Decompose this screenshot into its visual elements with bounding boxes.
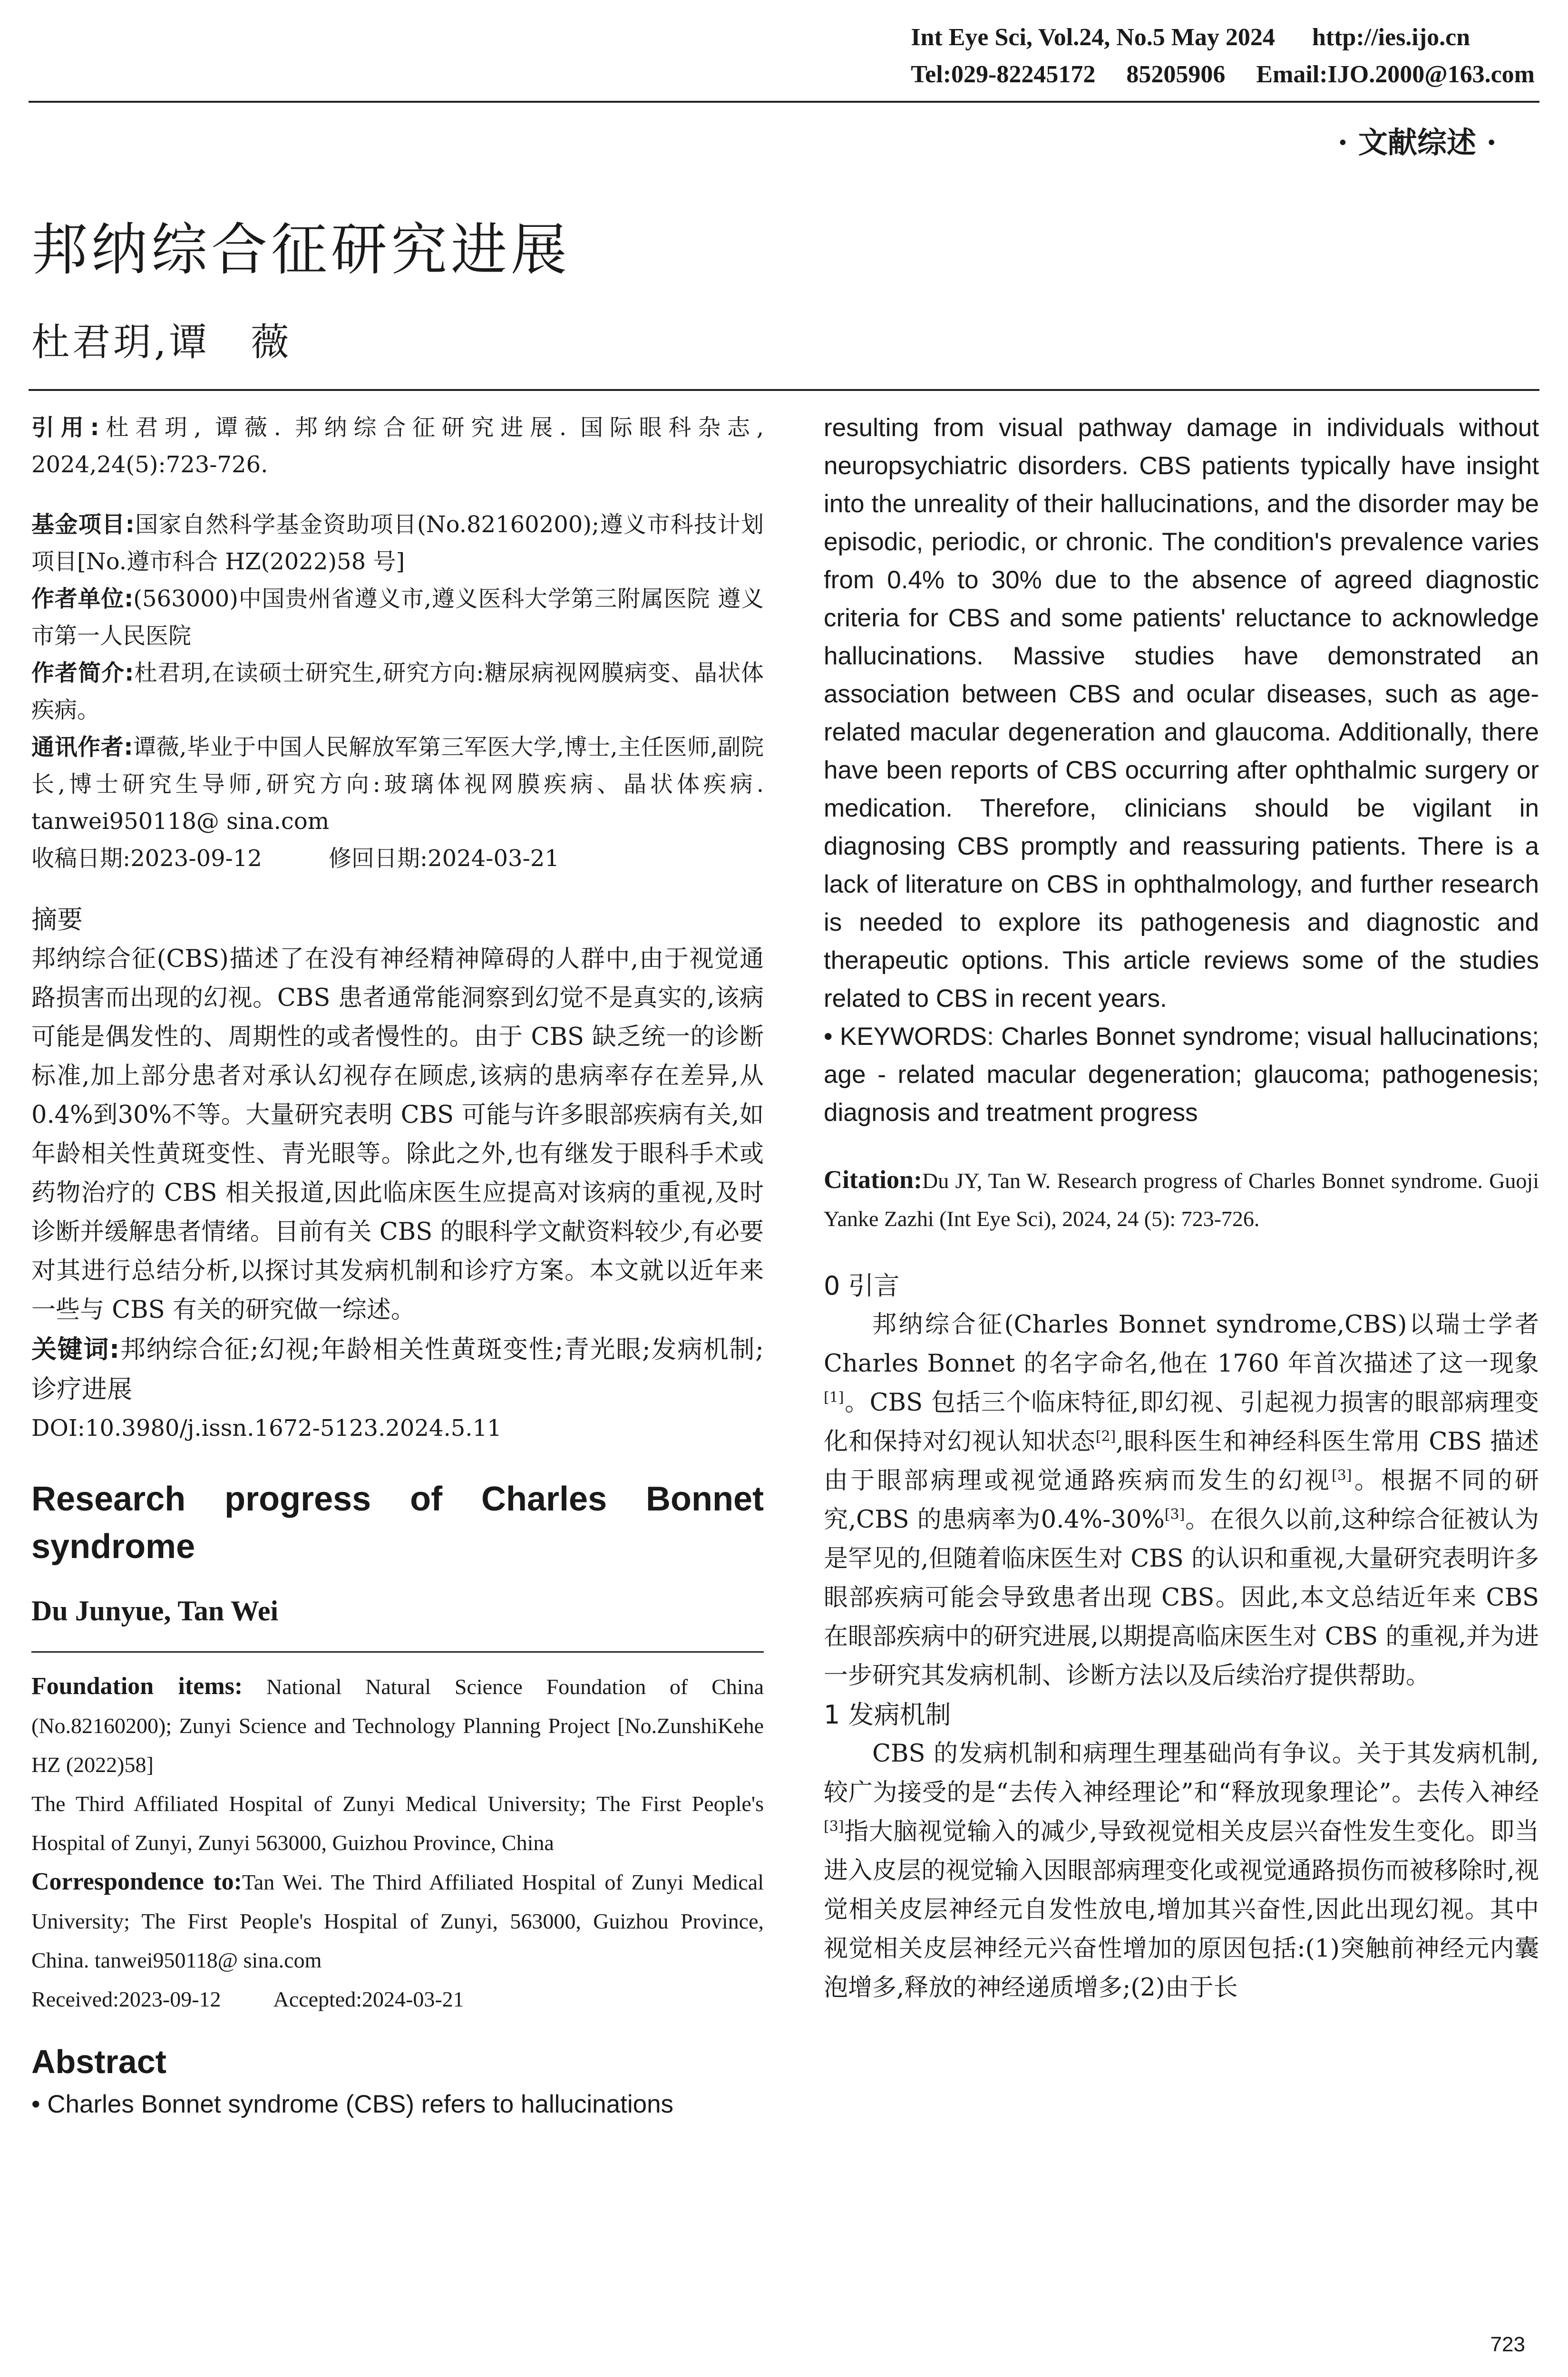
foundation-en-text: National Natural Science Foundation of China (No.82160200); Zunyi Science and Technology Planning Project [No.ZunshiKehe HZ (2022)58] <box>31 1675 764 1777</box>
abstract-cn-heading: 摘要 <box>31 905 83 935</box>
dates-cn <box>31 840 764 877</box>
section-1-paragraph <box>824 1734 1539 2007</box>
abstract-en-heading: Abstract <box>31 2043 166 2080</box>
english-divider <box>31 1651 764 1653</box>
sec0-text-c: ,眼科医生和神经科医生常用 CBS 描述由于眼部病理或视觉通路疾病而发生的幻视 <box>824 1428 1539 1495</box>
ref-2[interactable]: [2] <box>1095 1428 1116 1445</box>
journal-email: Email:IJO.2000@163.com <box>1256 61 1535 88</box>
header-divider <box>29 101 1539 103</box>
affiliation-en: The Third Affiliated Hospital of Zunyi Medical University; The First People's Hospital of Zunyi, Zunyi 563000, Guizhou Province, China <box>31 1792 764 1855</box>
correspondence-en-text: Tan Wei. The Third Affiliated Hospital of Zunyi Medical University; The First People's Hospital of Zunyi, 563000, Guizhou Province, China. tanwei950118@ sina.com <box>31 1870 764 1972</box>
english-title: Research progress of Charles Bonnet syndrome <box>31 1480 764 1566</box>
ref-3[interactable]: [3] <box>1332 1467 1352 1484</box>
ref-1[interactable]: [1] <box>824 1389 844 1406</box>
corr-label: 通讯作者: <box>31 734 133 760</box>
bio-label: 作者简介: <box>31 660 134 686</box>
received-en: Received:2023-09-12 <box>31 1987 221 2011</box>
accepted-en: Accepted:2024-03-21 <box>273 1987 464 2011</box>
unit-text: (563000)中国贵州省遵义市,遵义医科大学第三附属医院 遵义市第一人民医院 <box>31 585 764 649</box>
page-title: 邦纳综合征研究进展 <box>31 217 571 283</box>
sec0-text-a: 邦纳综合征(Charles Bonnet syndrome,CBS)以瑞士学者 Charles Bonnet 的名字命名,他在 1760 年首次描述了这一现象 <box>824 1311 1539 1378</box>
section-tag: · 文献综述 · <box>1337 125 1497 160</box>
sec0-text-e: 。在很久以前,这种综合征被认为是罕见的,但随着临床医生对 CBS 的认识和重视,大量研究表明许多眼部疾病可能会导致患者出现 CBS。因此,本文总结近年来 CBS 在眼部疾病中的研究进展,以期提高临床医生对 CBS 的重视,并为进一步研究其发病机制、诊断方法以及后续治疗提供帮助。 <box>824 1506 1539 1690</box>
fund-info <box>31 506 764 580</box>
fund-label: 基金项目: <box>31 511 135 538</box>
bio-info <box>31 654 764 729</box>
received-label: 收稿日期: <box>31 845 131 872</box>
citation-en-label: Citation: <box>824 1165 922 1194</box>
corr-text: 谭薇,毕业于中国人民解放军第三军医大学,博士,主任医师,副院长,博士研究生导师,研究方向:玻璃体视网膜疾病、晶状体疾病. tanwei950118@ sina.com <box>31 734 764 835</box>
fund-text: 国家自然科学基金资助项目(No.82160200);遵义市科技计划项目[No.遵市科合 HZ(2022)58 号] <box>31 511 764 575</box>
abstract-en-start: • Charles Bonnet syndrome (CBS) refers to hallucinations <box>31 2090 674 2118</box>
correspondence-en-label: Correspondence to: <box>31 1868 242 1895</box>
correspondence-en <box>31 1862 764 1980</box>
keywords-cn <box>31 1330 764 1410</box>
dates-en <box>31 1980 764 2019</box>
revised-date: 2024-03-21 <box>428 845 559 872</box>
title-divider <box>29 389 1539 391</box>
keywords-en: • KEYWORDS: Charles Bonnet syndrome; visual hallucinations; age - related macular degeneration; glaucoma; pathogenesis; diagnosis and treatment progress <box>824 1023 1539 1127</box>
revised-label: 修回日期: <box>328 845 428 872</box>
journal-header <box>911 19 1535 93</box>
ref-3[interactable]: [3] <box>824 1818 844 1835</box>
page-number: 723 <box>1490 2333 1525 2356</box>
unit-label: 作者单位: <box>31 585 134 612</box>
corr-info <box>31 729 764 840</box>
received-date: 2023-09-12 <box>130 845 262 872</box>
citation-cn-text: 杜君玥, 谭薇. 邦纳综合征研究进展. 国际眼科杂志, 2024,24(5):723-726. <box>31 414 764 478</box>
unit-info <box>31 580 764 654</box>
keywords-cn-text: 邦纳综合征;幻视;年龄相关性黄斑变性;青光眼;发病机制;诊疗进展 <box>31 1335 764 1404</box>
section-1-heading: 1 发病机制 <box>824 1700 951 1730</box>
bio-text: 杜君玥,在读硕士研究生,研究方向:糖尿病视网膜病变、晶状体疾病。 <box>31 660 764 723</box>
sec0-text-d: 。根据不同的研究,CBS 的患病率为0.4%-30% <box>824 1467 1539 1534</box>
foundation-en-label: Foundation items: <box>31 1673 243 1700</box>
keywords-cn-label: 关键词: <box>31 1335 120 1364</box>
sec1-text-b: 指大脑视觉输入的减少,导致视觉相关皮层兴奋性发生变化。即当进入皮层的视觉输入因眼部病理变化或视觉通路损伤而被移除时,视觉相关皮层神经元自发性放电,增加其兴奋性,因此出现幻视。其中视觉相关皮层神经元兴奋性增加的原因包括:(1)突触前神经元内囊泡增多,释放的神经递质增多;(2)由于长 <box>824 1818 1539 2002</box>
journal-tel: Tel:029-82245172 <box>911 61 1096 88</box>
right-column <box>824 409 1539 2007</box>
citation-en-text: Du JY, Tan W. Research progress of Charles Bonnet syndrome. Guoji Yanke Zazhi (Int Eye Sci), 2024, 24 (5): 723-726. <box>824 1169 1539 1231</box>
journal-url: http://ies.ijo.cn <box>1312 24 1471 51</box>
journal-info: Int Eye Sci, Vol.24, No.5 May 2024 <box>911 24 1275 51</box>
doi[interactable]: DOI:10.3980/j.issn.1672-5123.2024.5.11 <box>31 1415 502 1442</box>
citation-cn <box>31 409 764 483</box>
ref-3[interactable]: [3] <box>1164 1506 1185 1523</box>
foundation-en <box>31 1667 764 1784</box>
citation-en <box>824 1160 1539 1238</box>
section-0-paragraph <box>824 1305 1539 1695</box>
citation-cn-label: 引用: <box>31 414 99 441</box>
left-column <box>31 409 764 2124</box>
abstract-en-continued: resulting from visual pathway damage in individuals without neuropsychiatric disorders. CBS patients typically have insight into the unreality of their hallucinations, and the disorder may be episodic, periodic, or chronic. The condition's prevalence varies from 0.4% to 30% due to the absence of agreed diagnostic criteria for CBS and some patients' reluctance to acknowledge hallucinations. Massive studies have demonstrated an association between CBS and ocular diseases, such as age-related macular degeneration and glaucoma. Additionally, there have been reports of CBS occurring after ophthalmic surgery or medication. Therefore, clinicians should be vigilant in diagnosing CBS promptly and reassuring patients. There is a lack of literature on CBS in ophthalmology, and further research is needed to explore its pathogenesis and diagnostic and therapeutic options. This article reviews some of the studies related to CBS in recent years. <box>824 414 1539 1013</box>
authors-cn: 杜君玥,谭 薇 <box>31 320 292 364</box>
section-0-heading: 0 引言 <box>824 1271 900 1301</box>
abstract-cn-text: 邦纳综合征(CBS)描述了在没有神经精神障碍的人群中,由于视觉通路损害而出现的幻视。CBS 患者通常能洞察到幻觉不是真实的,该病可能是偶发性的、周期性的或者慢性的。由于 CBS 缺乏统一的诊断标准,加上部分患者对承认幻视存在顾虑,该病的患病率存在差异,从 0.4%到30%不等。大量研究表明 CBS 可能与许多眼部疾病有关,如年龄相关性黄斑变性、青光眼等。除此之外,也有继发于眼科手术或药物治疗的 CBS 相关报道,因此临床医生应提高对该病的重视,及时诊断并缓解患者情绪。目前有关 CBS 的眼科学文献资料较少,有必要对其进行总结分析,以探讨其发病机制和诊疗方案。本文就以近年来一些与 CBS 有关的研究做一综述。 <box>31 945 764 1324</box>
english-authors: Du Junyue, Tan Wei <box>31 1595 279 1627</box>
sec0-text-b: 。CBS 包括三个临床特征,即幻视、引起视力损害的眼部病理变化和保持对幻视认知状态 <box>824 1389 1539 1456</box>
journal-tel2: 85205906 <box>1126 61 1226 88</box>
sec1-text-a: CBS 的发病机制和病理生理基础尚有争议。关于其发病机制,较广为接受的是“去传入神经理论”和“释放现象理论”。去传入神经 <box>824 1740 1539 1807</box>
